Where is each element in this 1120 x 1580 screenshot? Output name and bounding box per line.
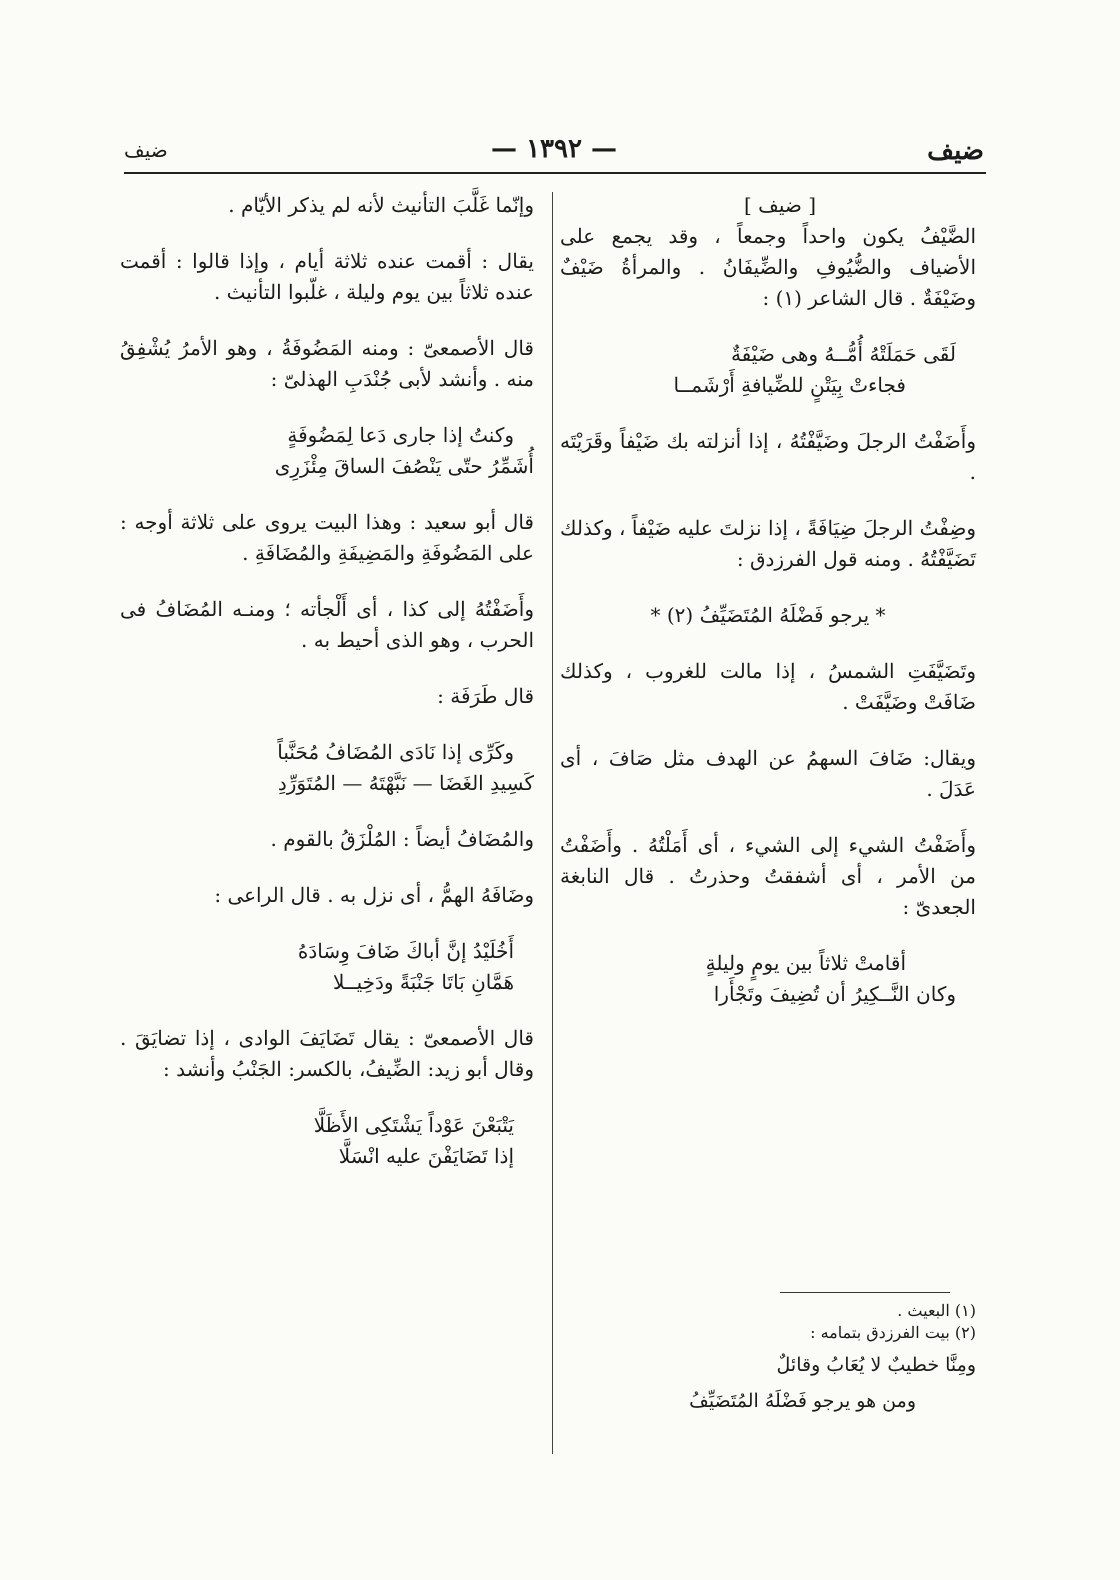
verse-line: كَسِيدِ الغَضَا — نَبَّهْتَهُ — المُتَوَرِّدِ — [277, 771, 534, 795]
verse-line: إذا تَضَايَفْنَ عليه انْسَلَّا — [338, 1144, 514, 1168]
verse — [120, 1110, 534, 1172]
header-rule — [124, 172, 986, 174]
paragraph: قال الأصمعىّ : يقال تَضَايَفَ الوادى ، إذا تضايَقَ . وقال أبو زيد: الضِّيفُ، بالكسر: الجَنْبُ وأنشد : — [120, 1026, 534, 1081]
paragraph: وأَضَفْتُهُ إلى كذا ، أى أَلْجأته ؛ ومنـه المُضَافُ فى الحرب ، وهو الذى أحيط به . — [120, 597, 534, 652]
footnote: (١) البعيث . — [897, 1301, 976, 1320]
footnote-verse-line: ومن هو يرجو فَضْلَهُ المُتَضَيِّفُ — [689, 1390, 916, 1412]
verse-line: وكنتُ إذا جارى دَعا لِمَضُوفَةٍ — [287, 423, 514, 447]
entry-label: [ ضيف ] — [743, 193, 816, 217]
verse-line: وكان النَّــكِيرُ أن تُضِيفَ وتَجْأَرا — [713, 982, 956, 1006]
footnote-verse-line: ومِنَّا خطيبٌ لا يُعَابُ وقائلٌ — [776, 1354, 976, 1376]
verse-line: أَخُلَيْدُ إنَّ أباكَ ضَافَ وِسَادَهُ — [297, 939, 514, 963]
paragraph: قال أبو سعيد : وهذا البيت يروى على ثلاثة أوجه : على المَضُوفَةِ والمَضِيفَةِ والمُضَافَةِ . — [120, 510, 534, 565]
header-headword-left: ضيف — [124, 138, 168, 162]
verse — [120, 420, 534, 482]
paragraph: قال الأصمعىّ : ومنه المَضُوفَةُ ، وهو الأمرُ يُشْفِقُ منه . وأنشد لأبى جُنْدَبِ الهذلىّ : — [120, 336, 534, 391]
paragraph: ويقال: ضَافَ السهمُ عن الهدف مثل صَافَ ، أى عَدَلَ . — [560, 746, 976, 801]
footnote: (٢) بيت الفرزدق بتمامه : — [810, 1323, 976, 1342]
verse — [120, 936, 534, 998]
paragraph: وإنّما غَلَّبَ التأنيث لأنه لم يذكر الأيّام . — [228, 193, 534, 217]
paragraph: وأَضَفْتُ الرجلَ وضَيَّفْتُهُ ، إذا أنزلته بك ضَيْفاً وقَرَيْتَه . — [560, 429, 976, 484]
footnotes — [560, 1300, 976, 1416]
verse — [560, 948, 976, 1010]
paragraph: والمُضَافُ أيضاً : المُلْزَقُ بالقوم . — [270, 827, 534, 851]
paragraph: وضَافَهُ الهمُّ ، أى نزل به . قال الراعى : — [214, 883, 534, 907]
paragraph: الضَّيْفُ يكون واحداً وجمعاً ، وقد يجمع على الأضياف والضُّيُوفِ والضِّيفَانُ . والمرأةُ ضَيْفٌ وضَيْفَةٌ . قال الشاعر (١) : — [560, 224, 976, 310]
verse-line: يَتْبَعْنَ عَوْداً يَشْتَكِى الأَظَلَّا — [313, 1113, 514, 1137]
verse-line: أقامتْ ثلاثاً بين يومٍ وليلةٍ — [705, 951, 906, 975]
verse-line: أُشَمِّرُ حتّى يَنْصُفَ الساقَ مِئْزَرِى — [274, 454, 534, 478]
page-header — [124, 128, 984, 176]
paragraph: وضِفْتُ الرجلَ ضِيَافَةً ، إذا نزلتَ عليه ضَيْفاً ، وكذلك تَضَيَّفْتُهُ . ومنه قول الفرزدق : — [560, 516, 976, 571]
right-column — [560, 190, 976, 1035]
verse — [560, 339, 976, 401]
paragraph: قال طَرَفَة : — [437, 684, 534, 708]
page-number: — ١٣٩٢ — — [491, 134, 617, 164]
paragraph: وأَضَفْتُ الشيء إلى الشيء ، أى أَمَلْتُهُ . وأَضَفْتُ من الأمر ، أى أشفقتُ وحذرتُ . قال النابغة الجعدىّ : — [560, 833, 976, 919]
verse-line: فجاءتْ بِيَتْنٍ للضِّيافةِ أَرْشَمــا — [673, 373, 906, 397]
verse-line: هَمَّانِ بَاتَا جَنْبَةً ودَخِيــلا — [332, 970, 514, 994]
left-column — [120, 190, 534, 1197]
verse-line: وكَرِّى إذا نَادَى المُضَافُ مُحَنَّباً — [277, 740, 514, 764]
verse-line: لَقَى حَمَلَتْهُ أُمُّــهُ وهى ضَيْفَةٌ — [730, 342, 956, 366]
column-divider — [552, 192, 553, 1454]
header-headword-right: ضيف — [927, 136, 984, 166]
paragraph: وتَضَيَّفَتِ الشمسُ ، إذا مالت للغروب ، وكذلك ضَافَتْ وضَيَّفَتْ . — [560, 659, 976, 714]
hemistich: * يرجو فَضْلَهُ المُتَضَيِّفُ (٢) * — [650, 603, 886, 627]
footnote-rule — [780, 1292, 950, 1293]
verse — [120, 737, 534, 799]
paragraph: يقال : أقمت عنده ثلاثة أيام ، وإذا قالوا : أقمت عنده ثلاثاً بين يوم وليلة ، غلّبوا التأنيث . — [120, 249, 534, 304]
